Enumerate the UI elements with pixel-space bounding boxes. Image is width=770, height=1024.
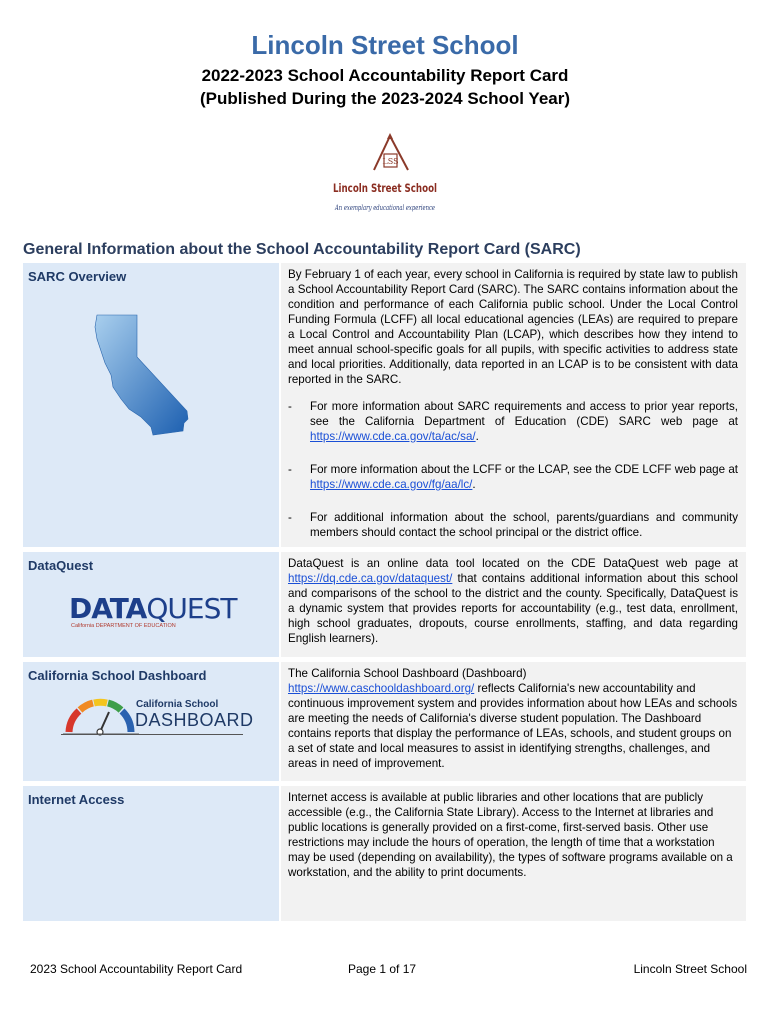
internet-content xyxy=(281,786,746,922)
sarc-bullet-1-text: For more information about SARC requirements and access to prior year reports, see the California Department of Education (CDE) SARC web page at xyxy=(310,400,738,428)
dashboard-content xyxy=(281,662,746,782)
dataquest-logo-data: DATA xyxy=(69,592,147,625)
dataquest-logo xyxy=(69,592,239,640)
bullet-dash: - xyxy=(288,463,292,476)
row-sarc-overview xyxy=(23,263,746,548)
dashboard-label-cell xyxy=(23,662,279,782)
bullet-dash: - xyxy=(288,400,292,413)
footer-right: Lincoln Street School xyxy=(633,962,747,976)
school-logo xyxy=(330,130,440,225)
dataquest-logo-quest: QUEST xyxy=(146,592,237,625)
dataquest-logo-caption: California DEPARTMENT OF EDUCATION xyxy=(71,623,176,629)
internet-paragraph: Internet access is available at public libraries and other locations that are publicly accessible (e.g., the California State Library). Access to the Internet at libraries and public locations is generally provided on a first-come, first-served basis. Other use restrictions may include the hours of operation, the length of time that a workstation may be used (depending on availability), the types of software programs available on a workstation, and the ability to print documents. xyxy=(288,791,733,879)
sarc-overview-label-cell xyxy=(23,263,279,548)
dataquest-text-after: that contains additional information about this school and comparisons of the school to the district and the county. Specifically, DataQuest is a dynamic system that provides reports for accountability (e.g., test data, enrollment, high school graduates, dropouts, course enrollments, staffing, and data regarding English learners). xyxy=(288,572,738,645)
footer-left: 2023 School Accountability Report Card xyxy=(30,962,243,976)
row-dataquest xyxy=(23,552,746,658)
school-name-title: Lincoln Street School xyxy=(251,30,519,60)
dashboard-gauge-icon xyxy=(61,698,141,738)
sarc-web-page-link[interactable]: https://www.cde.ca.gov/ta/ac/sa/ xyxy=(310,430,476,443)
lcff-web-page-link[interactable]: https://www.cde.ca.gov/fg/aa/lc/ xyxy=(310,478,473,491)
sarc-bullet-1-after: . xyxy=(475,430,479,443)
sarc-bullet-1 xyxy=(288,399,738,444)
bullet-dash: - xyxy=(288,511,292,524)
dashboard-label: California School Dashboard xyxy=(28,668,207,683)
sarc-bullet-3-text: For additional information about the school, parents/guardians and community members should contact the school principal or the district office. xyxy=(310,511,738,539)
dataquest-label-cell xyxy=(23,552,279,658)
dashboard-logo-rule xyxy=(61,734,243,735)
sarc-overview-paragraph: By February 1 of each year, every school in California is required by state law to publish a School Accountability Report Card (SARC). The SARC contains information about the condition and performance of each California public school. Under the Local Control Funding Formula (LCFF) all local educational agencies (LEAs) are required to prepare a Local Control and Accountability Plan (LCAP), which describes how they intend to meet annual school-specific goals for all pupils, with specific activities to address state and local priorities. Additionally, data reported in an LCAP is to be consistent with data reported in the SARC. xyxy=(288,268,738,386)
report-title: 2022-2023 School Accountability Report Card xyxy=(201,66,569,85)
sarc-overview-label: SARC Overview xyxy=(28,269,127,284)
row-internet-access xyxy=(23,786,746,922)
california-map-icon xyxy=(91,313,201,443)
dashboard-paragraph xyxy=(288,666,738,771)
dashboard-logo xyxy=(61,694,254,740)
internet-access-label: Internet Access xyxy=(28,792,125,807)
sarc-bullet-2 xyxy=(288,462,738,492)
dataquest-content xyxy=(281,552,746,658)
published-line: (Published During the 2023-2024 School Year) xyxy=(199,89,571,108)
dashboard-text-after: reflects California's new accountability and continuous improvement system and provides information about how LEAs and schools are meeting the needs of California's diverse student population. The Dashboard contains reports that display the performance of LEAs, schools, and student groups on a set of state and local measures to assist in identifying strengths, challenges, and areas in need of improvement. xyxy=(288,682,738,770)
dataquest-label: DataQuest xyxy=(28,558,94,573)
dashboard-link[interactable]: https://www.caschooldashboard.org/ xyxy=(288,682,475,695)
logo-tagline: An exemplary educational experience xyxy=(334,204,435,212)
sarc-bullet-3 xyxy=(288,510,738,540)
dataquest-paragraph xyxy=(288,556,738,646)
row-dashboard xyxy=(23,662,746,782)
dashboard-logo-line1: California School xyxy=(136,699,219,710)
section-heading: General Information about the School Accountability Report Card (SARC) xyxy=(23,241,581,258)
sarc-bullet-2-after: . xyxy=(472,478,476,491)
dataquest-link[interactable]: https://dq.cde.ca.gov/dataquest/ xyxy=(288,572,453,585)
dataquest-text-before: DataQuest is an online data tool located on the CDE DataQuest web page at xyxy=(288,557,738,570)
sarc-overview-content xyxy=(281,263,746,548)
dashboard-text-line1: The California School Dashboard (Dashboard) xyxy=(288,667,527,680)
dashboard-logo-line2: DASHBOARD xyxy=(135,710,254,730)
logo-name: Lincoln Street School xyxy=(333,181,437,195)
sarc-bullet-2-text: For more information about the LCFF or the LCAP, see the CDE LCFF web page at xyxy=(310,463,738,476)
footer-page-number: Page 1 of 17 xyxy=(348,962,417,976)
internet-label-cell xyxy=(23,786,279,922)
logo-initials: LSS xyxy=(382,157,399,166)
